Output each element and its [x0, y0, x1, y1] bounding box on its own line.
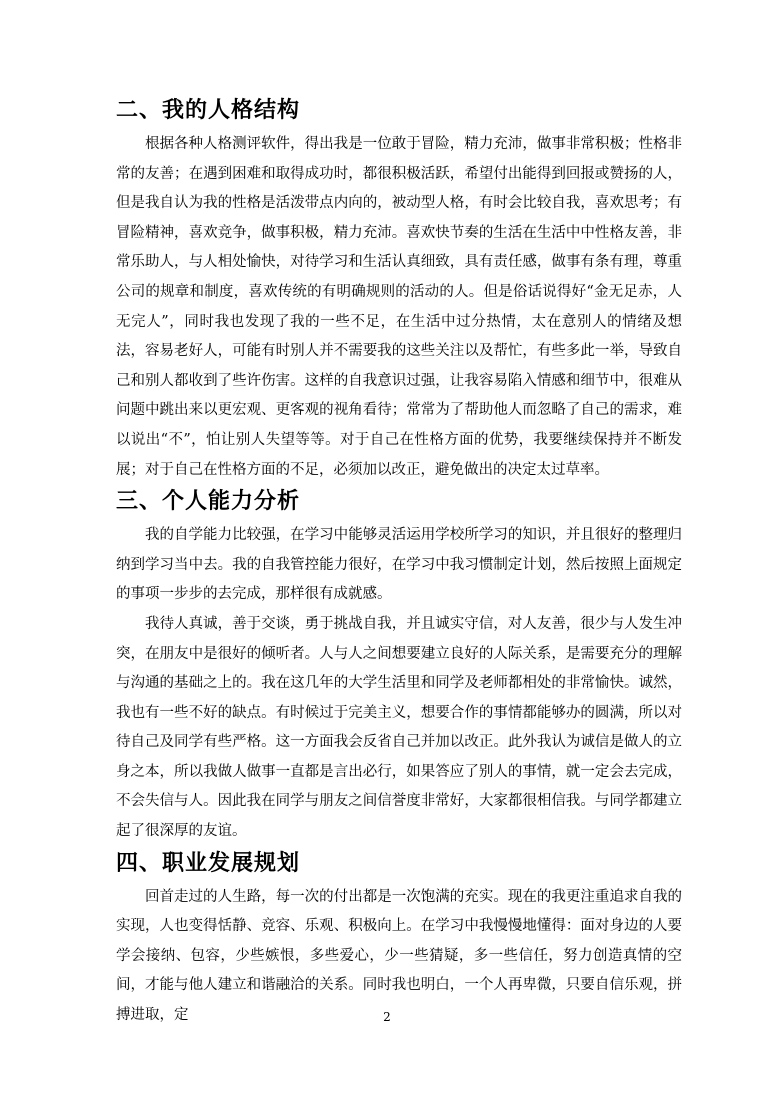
paragraph-self-learning: 我的自学能力比较强，在学习中能够灵活运用学校所学习的知识，并且很好的整理归纳到学习当中去。我的自我管控能力很好，在学习中我习惯制定计划，然后按照上面规定的事项一步步的去完成，那样很有成就感。 [116, 527, 682, 603]
heading-ability-analysis: 三、个人能力分析 [116, 489, 301, 515]
document-body [116, 96, 682, 1031]
paragraph-personality: 根据各种人格测评软件，得出我是一位敢于冒险，精力充沛，做事非常积极；性格非常的友善；在遇到困难和取得成功时，都很积极活跃，希望付出能得到回报或赞扬的人，但是我自认为我的性格是活泼带点内向的，被动型人格，有时会比较自我，喜欢思考；有冒险精神，喜欢竞争，做事积极，精力充沛。喜欢快节奏的生活在生活中中性格友善，非常乐助人，与人相处愉快，对待学习和生活认真细致，具有责任感，做事有条有理，尊重公司的规章和制度，喜欢传统的有明确规则的活动的人。但是俗话说得好“金无足赤，人无完人”，同时我也发现了我的一些不足，在生活中过分热情，太在意别人的情绪及想法，容易老好人，可能有时别人并不需要我的这些关注以及帮忙，有些多此一举，导致自己和别人都收到了些许伤害。这样的自我意识过强，让我容易陷入情感和细节中，很难从问题中跳出来以更宏观、更客观的视角看待；常常为了帮助他人而忽略了自己的需求，难以说出“不”，怕让别人失望等等。对于自己在性格方面的优势，我要继续保持并不断发展；对于自己在性格方面的不足，必须加以改正，避免做出的决定太过草率。 [116, 136, 682, 478]
page-number: 2 [383, 1010, 391, 1024]
heading-personality-structure: 二、我的人格结构 [116, 98, 301, 123]
paragraph-career: 回首走过的人生路，每一次的付出都是一次饱满的充实。现在的我更注重追求自我的实现，人也变得恬静、竞容、乐观、积极向上。在学习中我慢慢地懂得：面对身边的人要学会接纳、包容，少些嫉恨，多些爱心，少一些猜疑，多一些信任，努力创造真情的空间，才能与他人建立和谐融洽的关系。同时我也明白，一个人再卑微，只要自信乐观，拼搏进取，定 [116, 888, 682, 1024]
heading-career-plan: 四、职业发展规划 [116, 850, 301, 876]
paragraph-interpersonal: 我待人真诚，善于交谈，勇于挑战自我，并且诚实守信，对人友善，很少与人发生冲突，在朋友中是很好的倾听者。人与人之间想要建立良好的人际关系，是需要充分的理解与沟通的基础之上的。我在这几年的大学生活里和同学及老师都相处的非常愉快。诚然，我也有一些不好的缺点。有时候过于完美主义，想要合作的事情都能够办的圆满，所以对待自己及同学有些严格。这一方面我会反省自己并加以改正。此外我认为诚信是做人的立身之本，所以我做人做事一直都是言出必行，如果答应了别人的事情，就一定会去完成，不会失信与人。因此我在同学与朋友之间信誉度非常好，大家都很相信我。与同学都建立起了很深厚的友谊。 [116, 615, 682, 840]
